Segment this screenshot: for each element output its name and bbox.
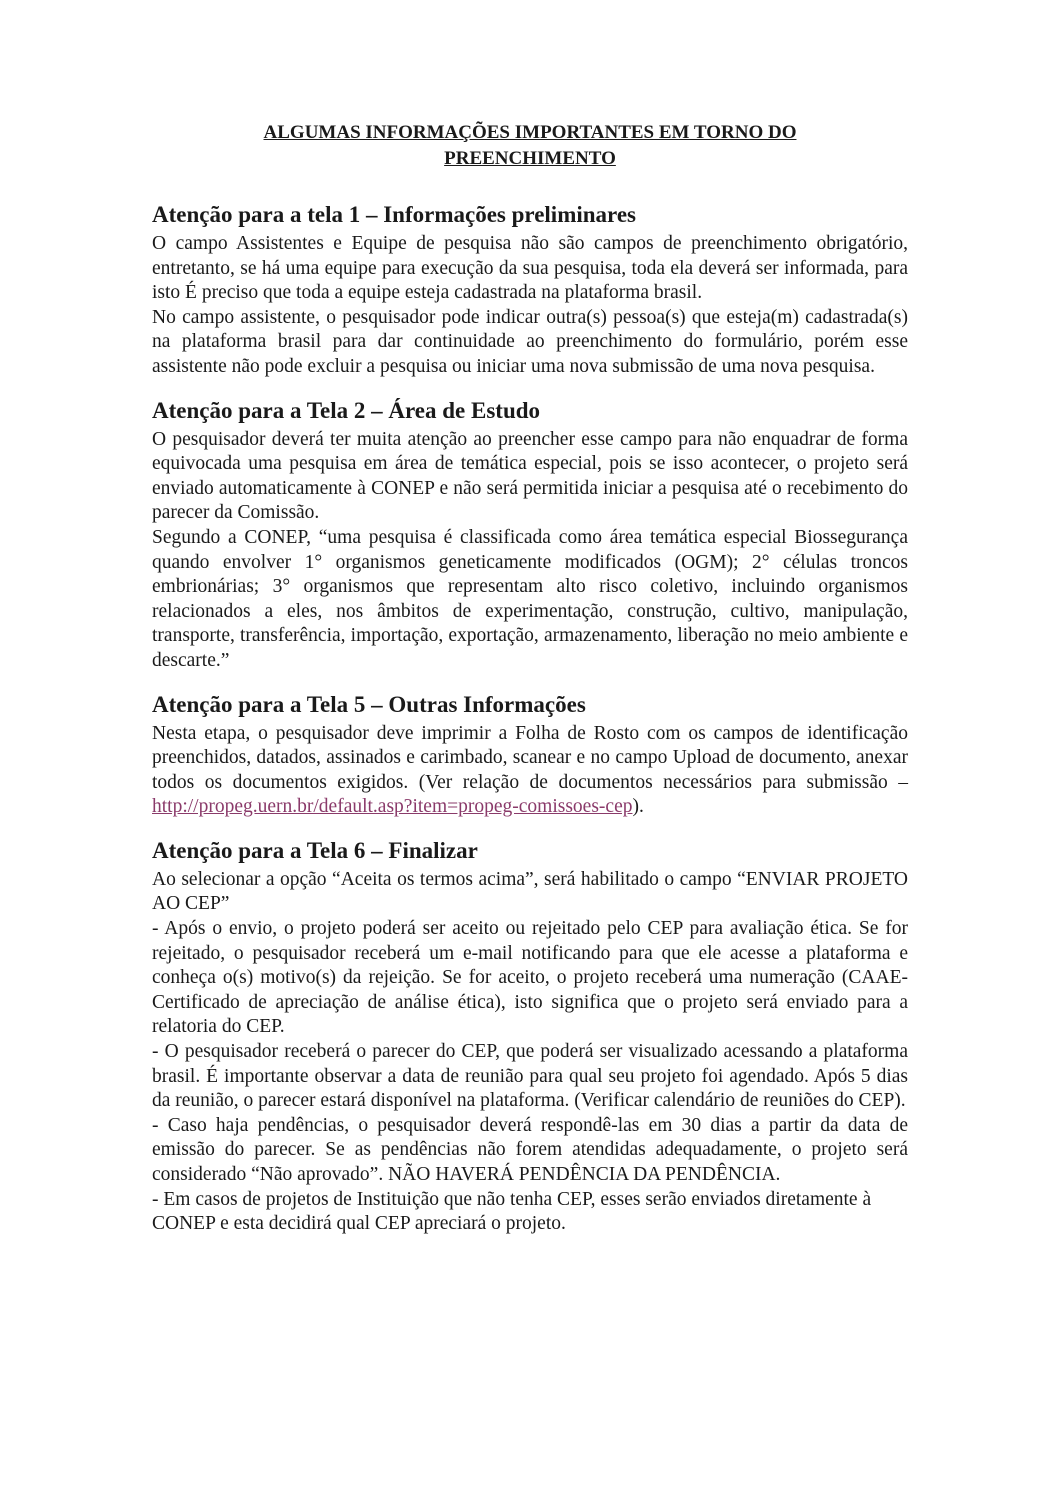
- paragraph: O campo Assistentes e Equipe de pesquisa não são campos de preenchimento obrigatório, entretanto, se há uma equipe para execução da sua pesquisa, toda ela deverá ser informada, para isto É preciso que toda a equipe esteja cadastrada na plataforma brasil.: [152, 233, 908, 304]
- paragraph: O pesquisador deverá ter muita atenção ao preencher esse campo para não enquadrar de forma equivocada uma pesquisa em área de temática especial, pois se isso acontecer, o projeto será enviado automaticamente à CONEP e não será permitida iniciar a pesquisa até o recebimento do parecer da Comissão.: [152, 428, 908, 524]
- section-tela-2: [152, 396, 908, 674]
- paragraph: - Após o envio, o projeto poderá ser aceito ou rejeitado pelo CEP para avaliação ética. Se for rejeitado, o pesquisador receberá um e-mail notificando para que ele acesse a plataforma e conheça o(s) motivo(s) da rejeição. Se for aceito, o projeto receberá uma numeração (CAAE-Certificado de apreciação de análise ética), isto significa que o projeto será enviado para a relatoria do CEP.: [152, 918, 908, 1038]
- paragraph-text: Nesta etapa, o pesquisador deve imprimir a Folha de Rosto com os campos de identificação preenchidos, datados, assinados e carimbado, scanear e no campo Upload de documento, anexar todos os documentos exigidos. (Ver relação de documentos necessários para submissão –: [152, 722, 908, 793]
- paragraph: - Caso haja pendências, o pesquisador deverá respondê-las em 30 dias a partir da data de emissão do parecer. Se as pendências não forem atendidas adequadamente, o projeto será considerado “Não aprovado”. NÃO HAVERÁ PENDÊNCIA DA PENDÊNCIA.: [152, 1114, 908, 1185]
- section-heading: Atenção para a Tela 6 – Finalizar: [152, 837, 478, 863]
- document-title-line: ALGUMAS INFORMAÇÕES IMPORTANTES EM TORNO DO: [263, 122, 797, 143]
- section-tela-6: [152, 836, 908, 1237]
- paragraph: Segundo a CONEP, “uma pesquisa é classificada como área temática especial Biossegurança quando envolver 1° organismos geneticamente modificados (OGM); 2° células troncos embrionárias; 3° organismos que representam alto risco coletivo, incluindo organismos relacionados a eles, nos âmbitos de experimentação, construção, cultivo, manipulação, transporte, transferência, importação, exportação, armazenamento, liberação no meio ambiente e descarte.”: [152, 526, 908, 671]
- section-heading: Atenção para a Tela 5 – Outras Informações: [152, 691, 586, 717]
- section-heading: Atenção para a Tela 2 – Área de Estudo: [152, 397, 541, 423]
- propeg-documents-link[interactable]: http://propeg.uern.br/default.asp?item=propeg-comissoes-cep: [152, 796, 633, 818]
- paragraph-text: ).: [632, 796, 644, 818]
- paragraph: - O pesquisador receberá o parecer do CEP, que poderá ser visualizado acessando a plataforma brasil. É importante observar a data de reunião para qual seu projeto foi agendado. Após 5 dias da reunião, o parecer estará disponível na plataforma. (Verificar calendário de reuniões do CEP).: [152, 1041, 908, 1112]
- paragraph: - Em casos de projetos de Instituição que não tenha CEP, esses serão enviados diretamente à CONEP e esta decidirá qual CEP apreciará o projeto.: [152, 1188, 872, 1235]
- paragraph-with-link: [152, 722, 908, 820]
- document-page: [152, 120, 908, 1253]
- section-heading: Atenção para a tela 1 – Informações preliminares: [152, 202, 636, 227]
- document-title: [152, 120, 908, 172]
- section-tela-5: [152, 690, 908, 820]
- paragraph: Ao selecionar a opção “Aceita os termos acima”, será habilitado o campo “ENVIAR PROJETO AO CEP”: [152, 868, 908, 915]
- paragraph: No campo assistente, o pesquisador pode indicar outra(s) pessoa(s) que esteja(m) cadastrada(s) na plataforma brasil para dar continuidade ao preenchimento do formulário, porém esse assistente não pode excluir a pesquisa ou iniciar uma nova submissão de uma nova pesquisa.: [152, 306, 908, 377]
- section-tela-1: [152, 200, 908, 380]
- document-title-line: PREENCHIMENTO: [444, 148, 616, 169]
